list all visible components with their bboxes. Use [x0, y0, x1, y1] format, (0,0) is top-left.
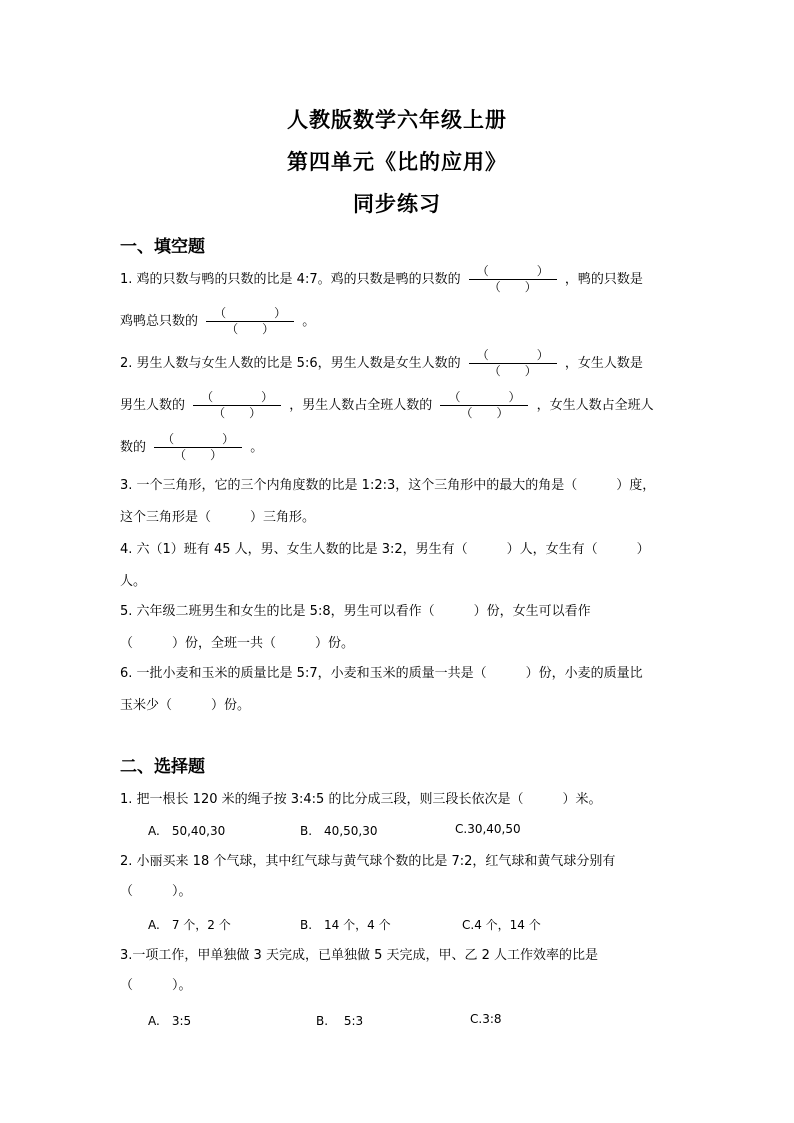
fraction-blank[interactable]	[440, 390, 528, 421]
question-2-line-3	[120, 432, 680, 463]
fraction-denominator: （ ）	[488, 280, 537, 294]
choice-2-option-b[interactable]: B. 14 个，4 个	[300, 918, 391, 932]
choice-1-option-a[interactable]: A. 50,40,30	[148, 824, 226, 838]
title-practice: 同步练习	[353, 191, 441, 216]
question-1-text-c: 鸡鸭总只数的	[120, 314, 199, 329]
fraction-blank[interactable]	[206, 306, 294, 337]
fraction-denominator: （ ）	[488, 364, 537, 378]
choice-1-option-b[interactable]: B. 40,50,30	[300, 824, 378, 838]
question-2-text-d: ，男生人数占全班人数的	[289, 398, 433, 413]
question-1-text-d: 。	[302, 314, 316, 329]
fraction-denominator: （ ）	[460, 406, 509, 420]
question-2-text-c: 男生人数的	[120, 398, 186, 413]
question-6-line-1: 6. 一批小麦和玉米的质量比是 5:7，小麦和玉米的质量一共是（ ）份，小麦的质量比	[120, 666, 643, 681]
question-2-text-g: 。	[250, 440, 264, 455]
question-2-line-1	[120, 348, 680, 379]
fraction-blank[interactable]	[154, 432, 242, 463]
choice-3-option-b[interactable]: B. 5:3	[316, 1014, 364, 1028]
question-2-text-a: 2. 男生人数与女生人数的比是 5:6，男生人数是女生人数的	[120, 356, 461, 371]
title-grade: 人教版数学六年级上册	[287, 107, 507, 132]
fraction-numerator: （ ）	[162, 432, 235, 446]
choice-2-option-a[interactable]: A. 7 个，2 个	[148, 918, 231, 932]
choice-3-option-c[interactable]: C.3:8	[470, 1012, 502, 1026]
question-2-text-e: ，女生人数占全班人	[536, 398, 654, 413]
question-5-line-1: 5. 六年级二班男生和女生的比是 5:8，男生可以看作（ ）份，女生可以看作	[120, 604, 591, 619]
section-choice-heading: 二、选择题	[120, 757, 205, 777]
fraction-blank[interactable]	[193, 390, 281, 421]
fraction-numerator: （ ）	[476, 264, 549, 278]
fraction-denominator: （ ）	[213, 406, 262, 420]
question-2-text-f: 数的	[120, 440, 147, 455]
choice-3-stem-line-1: 3.一项工作，甲单独做 3 天完成，已单独做 5 天完成，甲、乙 2 人工作效率的比是	[120, 948, 599, 963]
question-2-line-2	[120, 390, 680, 421]
question-2-text-b: ，女生人数是	[564, 356, 643, 371]
fraction-denominator: （ ）	[174, 448, 223, 462]
fraction-denominator: （ ）	[226, 322, 275, 336]
section-fill-blank-heading: 一、填空题	[120, 237, 205, 257]
choice-1-stem: 1. 把一根长 120 米的绳子按 3:4:5 的比分成三段，则三段长依次是（ ）米。	[120, 792, 602, 807]
question-1-line-1	[120, 264, 680, 295]
fraction-blank[interactable]	[469, 348, 557, 379]
fraction-numerator: （ ）	[214, 306, 287, 320]
fraction-numerator: （ ）	[448, 390, 521, 404]
question-1-text-b: ，鸭的只数是	[564, 272, 643, 287]
choice-2-option-c[interactable]: C.4 个，14 个	[462, 918, 541, 932]
question-1-line-2	[120, 306, 680, 337]
question-6-line-2: 玉米少（ ）份。	[120, 698, 251, 713]
title-unit: 第四单元《比的应用》	[287, 149, 507, 174]
fraction-numerator: （ ）	[476, 348, 549, 362]
choice-2-stem-line-1: 2. 小丽买来 18 个气球，其中红气球与黄气球个数的比是 7:2，红气球和黄气球分别有	[120, 854, 616, 869]
question-5-line-2: （ ）份，全班一共（ ）份。	[120, 636, 355, 651]
question-4-line-1: 4. 六（1）班有 45 人，男、女生人数的比是 3:2，男生有（ ）人，女生有（ ）	[120, 542, 650, 557]
question-3-line-1: 3. 一个三角形，它的三个内角度数的比是 1:2:3，这个三角形中的最大的角是（ ）度，	[120, 478, 656, 493]
question-1-text-a: 1. 鸡的只数与鸭的只数的比是 4:7。鸡的只数是鸭的只数的	[120, 272, 461, 287]
choice-3-option-a[interactable]: A. 3:5	[148, 1014, 192, 1028]
choice-1-option-c[interactable]: C.30,40,50	[455, 822, 521, 836]
choice-3-stem-line-2: （ ）。	[120, 978, 192, 993]
choice-2-stem-line-2: （ ）。	[120, 884, 192, 899]
fraction-blank[interactable]	[469, 264, 557, 295]
question-4-line-2: 人。	[120, 574, 147, 589]
fraction-numerator: （ ）	[201, 390, 274, 404]
question-3-line-2: 这个三角形是（ ）三角形。	[120, 510, 316, 525]
